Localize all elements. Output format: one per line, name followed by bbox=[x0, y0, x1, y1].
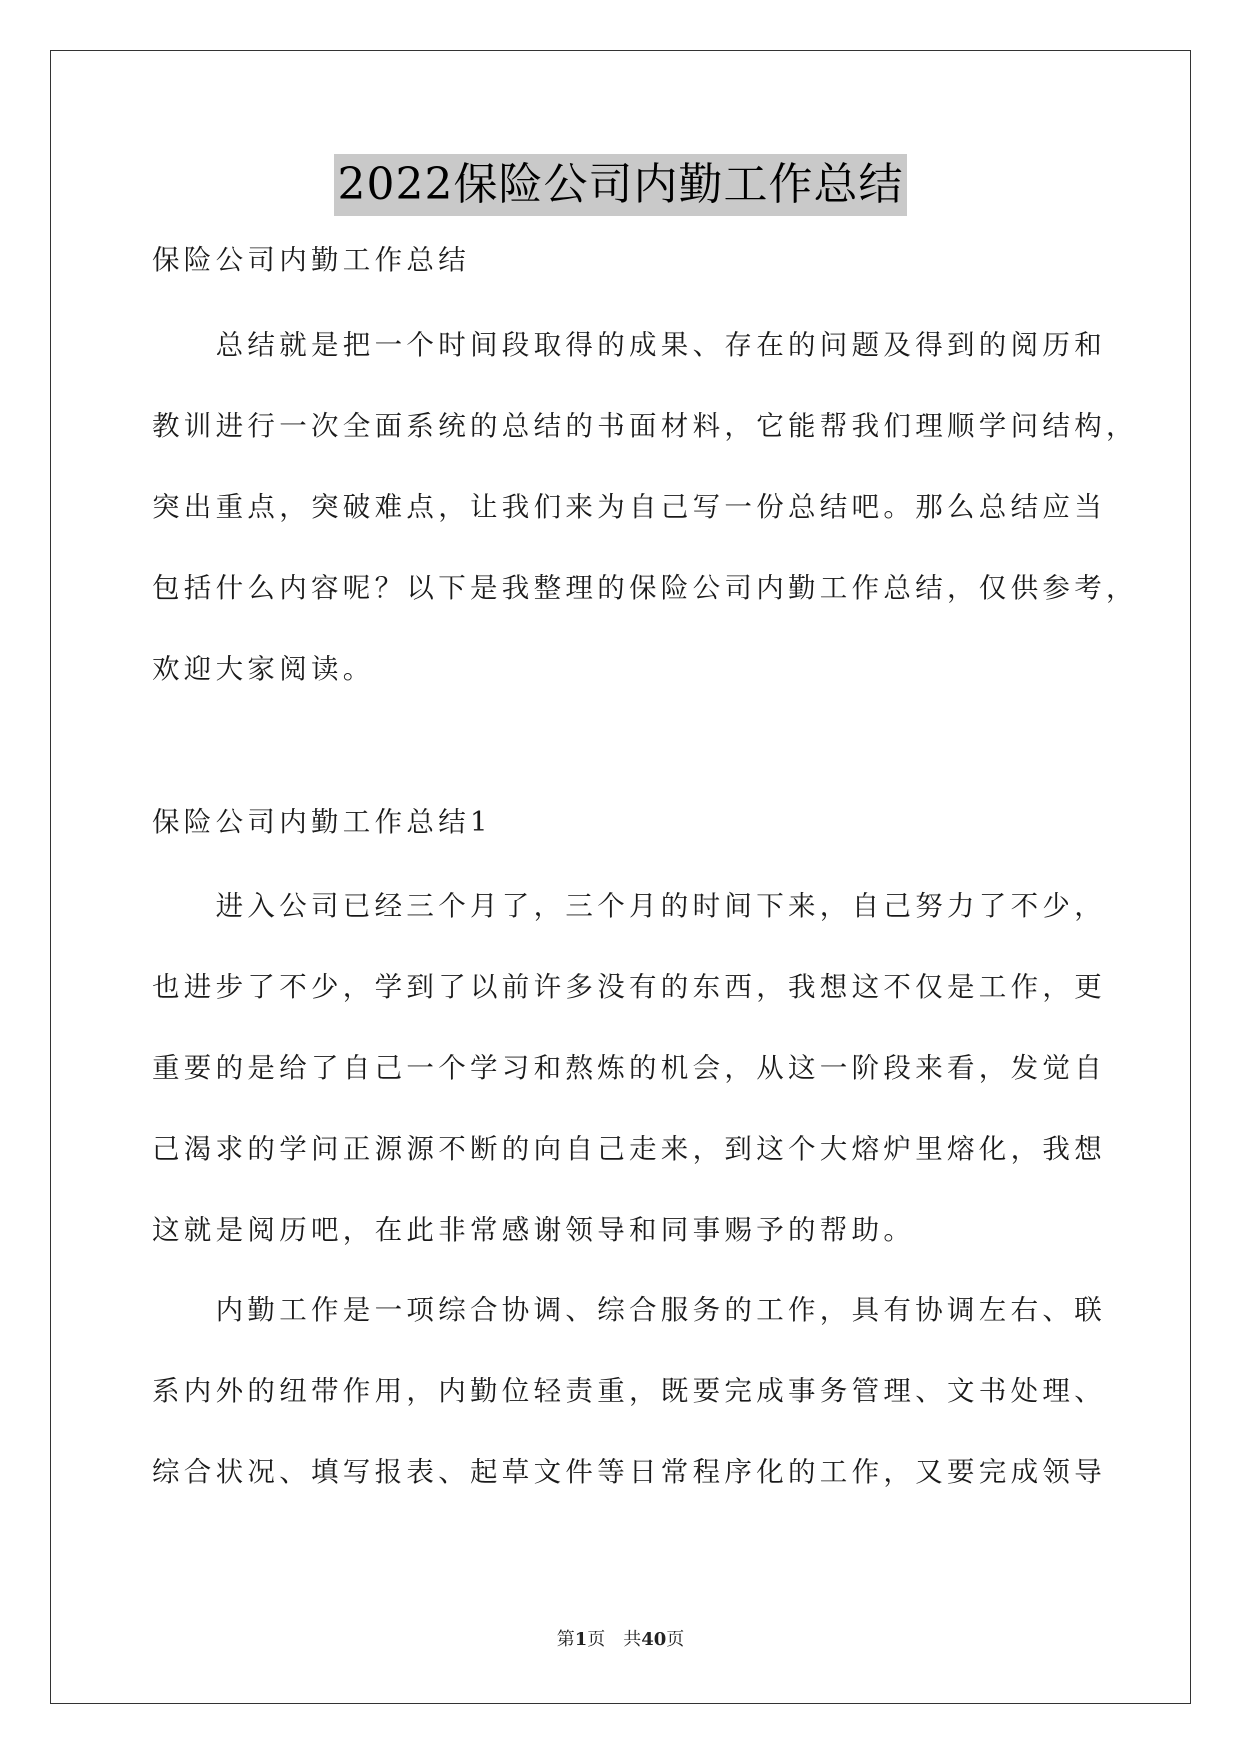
current-page-number: 1 bbox=[574, 1629, 588, 1650]
body-line: 重要的是给了自己一个学习和熬炼的机会，从这一阶段来看，发觉自 bbox=[152, 1052, 1106, 1084]
page-footer bbox=[0, 1628, 1241, 1652]
body-line: 己渴求的学问正源源不断的向自己走来，到这个大熔炉里熔化，我想 bbox=[152, 1133, 1106, 1165]
title-wrap bbox=[0, 154, 1241, 216]
section-heading: 保险公司内勤工作总结1 bbox=[152, 806, 492, 838]
footer-suffix: 页 bbox=[666, 1629, 685, 1650]
body-line: 进入公司已经三个月了，三个月的时间下来，自己努力了不少， bbox=[152, 890, 1106, 922]
body-line: 也进步了不少，学到了以前许多没有的东西，我想这不仅是工作，更 bbox=[152, 971, 1106, 1003]
footer-prefix: 第 bbox=[556, 1629, 575, 1650]
footer-middle: 页 共 bbox=[587, 1629, 642, 1650]
section-heading: 保险公司内勤工作总结 bbox=[152, 244, 470, 276]
body-line: 突出重点，突破难点，让我们来为自己写一份总结吧。那么总结应当 bbox=[152, 491, 1106, 523]
body-line: 系内外的纽带作用，内勤位轻责重，既要完成事务管理、文书处理、 bbox=[152, 1375, 1106, 1407]
body-line: 这就是阅历吧，在此非常感谢领导和同事赐予的帮助。 bbox=[152, 1214, 916, 1246]
body-line: 欢迎大家阅读。 bbox=[152, 653, 375, 685]
body-line: 总结就是把一个时间段取得的成果、存在的问题及得到的阅历和 bbox=[152, 329, 1106, 361]
body-line: 综合状况、填写报表、起草文件等日常程序化的工作，又要完成领导 bbox=[152, 1456, 1106, 1488]
total-pages-number: 40 bbox=[641, 1629, 667, 1650]
body-line: 包括什么内容呢？以下是我整理的保险公司内勤工作总结，仅供参考， bbox=[152, 572, 1138, 604]
body-line: 教训进行一次全面系统的总结的书面材料，它能帮我们理顺学问结构， bbox=[152, 410, 1138, 442]
document-title: 2022保险公司内勤工作总结 bbox=[334, 154, 908, 216]
body-line: 内勤工作是一项综合协调、综合服务的工作，具有协调左右、联 bbox=[152, 1294, 1106, 1326]
